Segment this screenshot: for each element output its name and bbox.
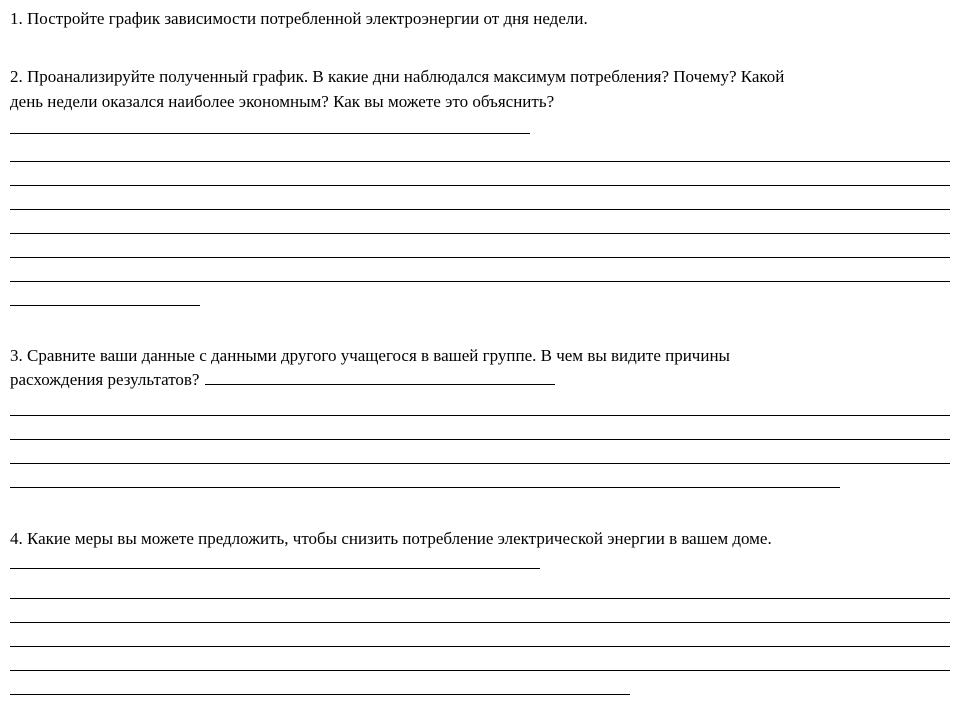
q2-answer-line-4[interactable] (10, 209, 950, 210)
q2-answer-line-2[interactable] (10, 161, 950, 162)
q4-answer-line-6[interactable] (10, 694, 630, 695)
q4-answer-line-3[interactable] (10, 622, 950, 623)
question-2-text-line-1: 2. Проанализируйте полученный график. В какие дни наблюдался максимум потребления? Почему? Какой (10, 67, 785, 86)
q2-answer-line-8[interactable] (10, 305, 200, 306)
q2-answer-line-5[interactable] (10, 233, 950, 234)
q3-answer-line-1[interactable] (10, 415, 950, 416)
q3-answer-line-3[interactable] (10, 463, 950, 464)
q4-answer-line-1[interactable] (10, 568, 540, 569)
q4-answer-line-2[interactable] (10, 598, 950, 599)
q2-answer-line-7[interactable] (10, 281, 950, 282)
question-3-text-line-2: расхождения результатов? (10, 370, 200, 389)
q3-answer-line-2[interactable] (10, 439, 950, 440)
question-2-text-line-2: день недели оказался наиболее экономным? Как вы можете это объяснить? (10, 92, 555, 111)
q2-answer-line-1[interactable] (10, 133, 530, 134)
q2-answer-line-6[interactable] (10, 257, 950, 258)
q4-answer-line-4[interactable] (10, 646, 950, 647)
question-4-text: 4. Какие меры вы можете предложить, чтобы снизить потребление электрической энергии в вашем доме. (10, 529, 772, 548)
q3-answer-line-4[interactable] (10, 487, 840, 488)
q2-answer-line-3[interactable] (10, 185, 950, 186)
q3-inline-answer-line[interactable] (205, 370, 555, 385)
q4-answer-line-5[interactable] (10, 670, 950, 671)
question-3-text-line-1: 3. Сравните ваши данные с данными другого учащегося в вашей группе. В чем вы видите причины (10, 346, 730, 365)
question-1-text: 1. Постройте график зависимости потребленной электроэнергии от дня недели. (10, 9, 588, 28)
question-3-text-line-2-wrapper (10, 367, 555, 393)
